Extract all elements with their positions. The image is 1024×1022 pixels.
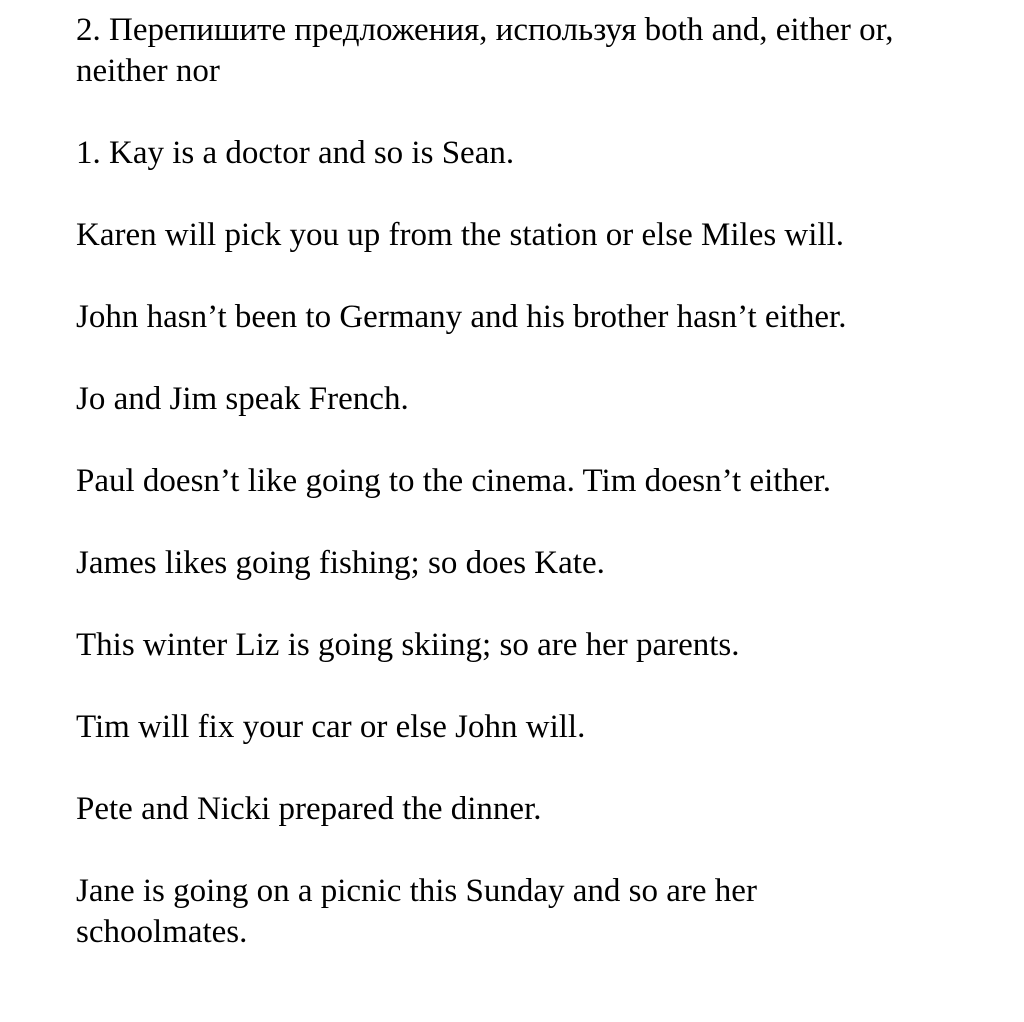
blank-line — [76, 502, 976, 543]
blank-line — [76, 256, 976, 297]
blank-line — [76, 420, 976, 461]
sentence-5: Paul doesn’t like going to the cinema. Tim doesn’t either. — [76, 463, 831, 499]
sentence-1: 1. Kay is a doctor and so is Sean. — [76, 135, 515, 171]
sentence-3: John hasn’t been to Germany and his brother hasn’t either. — [76, 299, 847, 335]
blank-line — [76, 748, 976, 789]
blank-line — [76, 174, 976, 215]
blank-line — [76, 830, 976, 871]
blank-line — [76, 584, 976, 625]
task-heading-line-2: neither nor — [76, 53, 220, 89]
blank-line — [76, 338, 976, 379]
sentence-10-line-1: Jane is going on a picnic this Sunday and so are her — [76, 873, 757, 909]
sentence-2: Karen will pick you up from the station or else Miles will. — [76, 217, 845, 253]
sentence-8: Tim will fix your car or else John will. — [76, 709, 586, 745]
blank-line — [76, 92, 976, 133]
sentence-7: This winter Liz is going skiing; so are her parents. — [76, 627, 740, 663]
sentence-10-line-2: schoolmates. — [76, 914, 248, 950]
document-page — [76, 10, 976, 953]
sentence-6: James likes going fishing; so does Kate. — [76, 545, 605, 581]
sentence-9: Pete and Nicki prepared the dinner. — [76, 791, 542, 827]
blank-line — [76, 666, 976, 707]
task-heading-line-1: 2. Перепишите предложения, используя both and, either or, — [76, 12, 894, 48]
sentence-4: Jo and Jim speak French. — [76, 381, 409, 417]
